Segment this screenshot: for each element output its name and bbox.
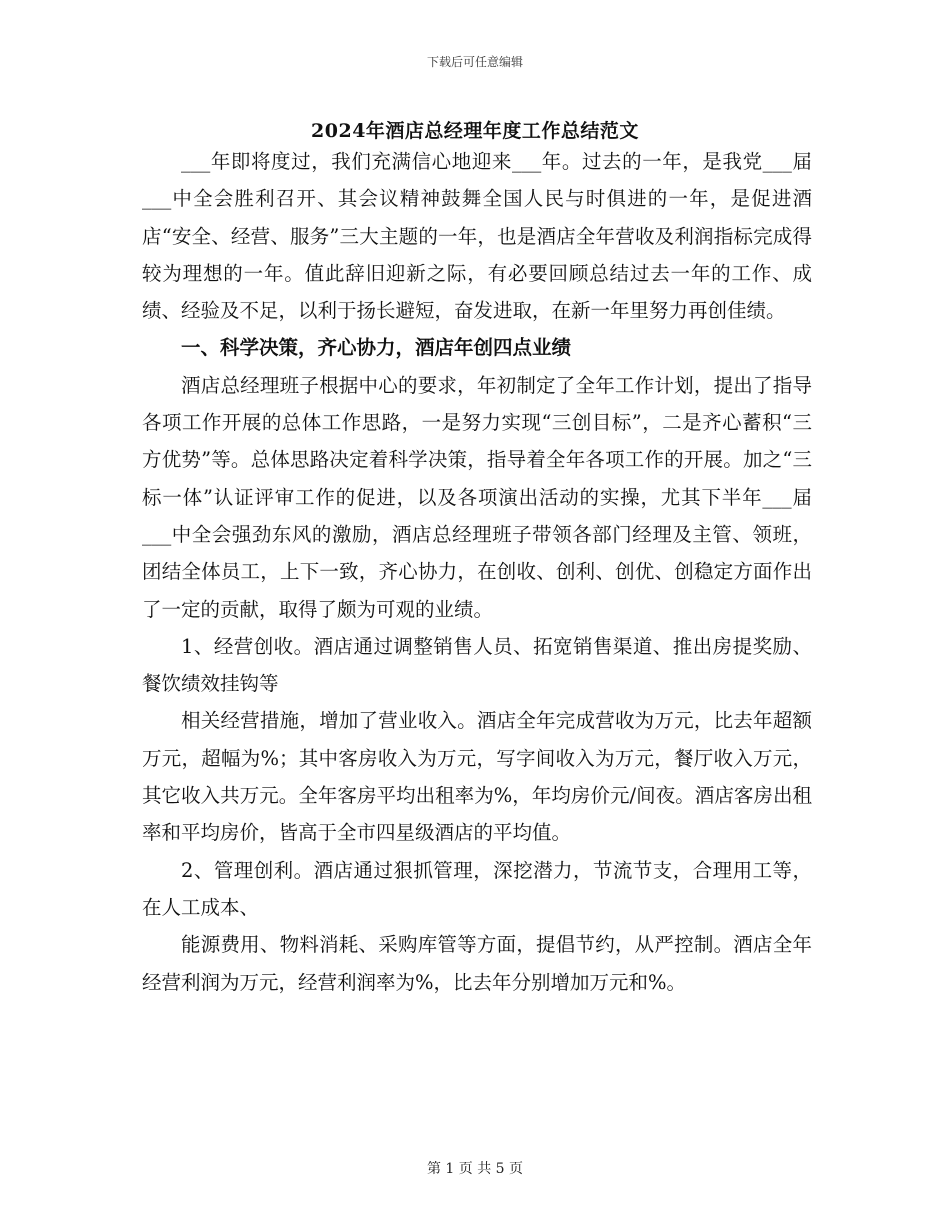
- page-footer-number: 第 1 页 共 5 页: [426, 1161, 524, 1177]
- body-paragraph: 能源费用、物料消耗、采购库管等方面，提倡节约，从严控制。酒店全年经营利润为万元，经营利润率为%，比去年分别增加万元和%。: [142, 933, 812, 994]
- intro-paragraph: ___年即将度过，我们充满信心地迎来___年。过去的一年，是我党___届___中全会胜利召开、其会议精神鼓舞全国人民与时俱进的一年，是促进酒店“安全、经营、服务”三大主题的一年，也是酒店全年营收及利润指标完成得较为理想的一年。值此辞旧迎新之际，有必要回顾总结过去一年的工作、成绩、经验及不足，以利于扬长避短，奋发进取，在新一年里努力再创佳绩。: [142, 150, 812, 323]
- section-heading: 一、科学决策，齐心协力，酒店年创四点业绩: [181, 336, 572, 360]
- body-paragraph: 酒店总经理班子根据中心的要求，年初制定了全年工作计划，提出了指导各项工作开展的总体工作思路，一是努力实现“三创目标”，二是齐心蓄积“三方优势”等。总体思路决定着科学决策，指导着全年各项工作的开展。加之“三标一体”认证评审工作的促进，以及各项演出活动的实操，尤其下半年___届___中全会强劲东风的激励，酒店总经理班子带领各部门经理及主管、领班，团结全体员工，上下一致，齐心协力，在创收、创利、创优、创稳定方面作出了一定的贡献，取得了颇为可观的业绩。: [142, 373, 812, 621]
- body-paragraph: 1、经营创收。酒店通过调整销售人员、拓宽销售渠道、推出房提奖励、餐饮绩效挂钩等: [142, 634, 812, 696]
- body-paragraph: 2、管理创利。酒店通过狠抓管理，深挖潜力，节流节支，合理用工等，在人工成本、: [142, 858, 812, 919]
- document-title: 2024年酒店总经理年度工作总结范文: [311, 120, 639, 142]
- document-body: [142, 143, 812, 1001]
- page-header-note: 下载后可任意编辑: [426, 55, 523, 69]
- body-paragraph: 相关经营措施，增加了营业收入。酒店全年完成营收为万元，比去年超额万元，超幅为%；其中客房收入为万元，写字间收入为万元，餐厅收入万元，其它收入共万元。全年客房平均出租率为%，年均房价元/间夜。酒店客房出租率和平均房价，皆高于全市四星级酒店的平均值。: [142, 709, 812, 845]
